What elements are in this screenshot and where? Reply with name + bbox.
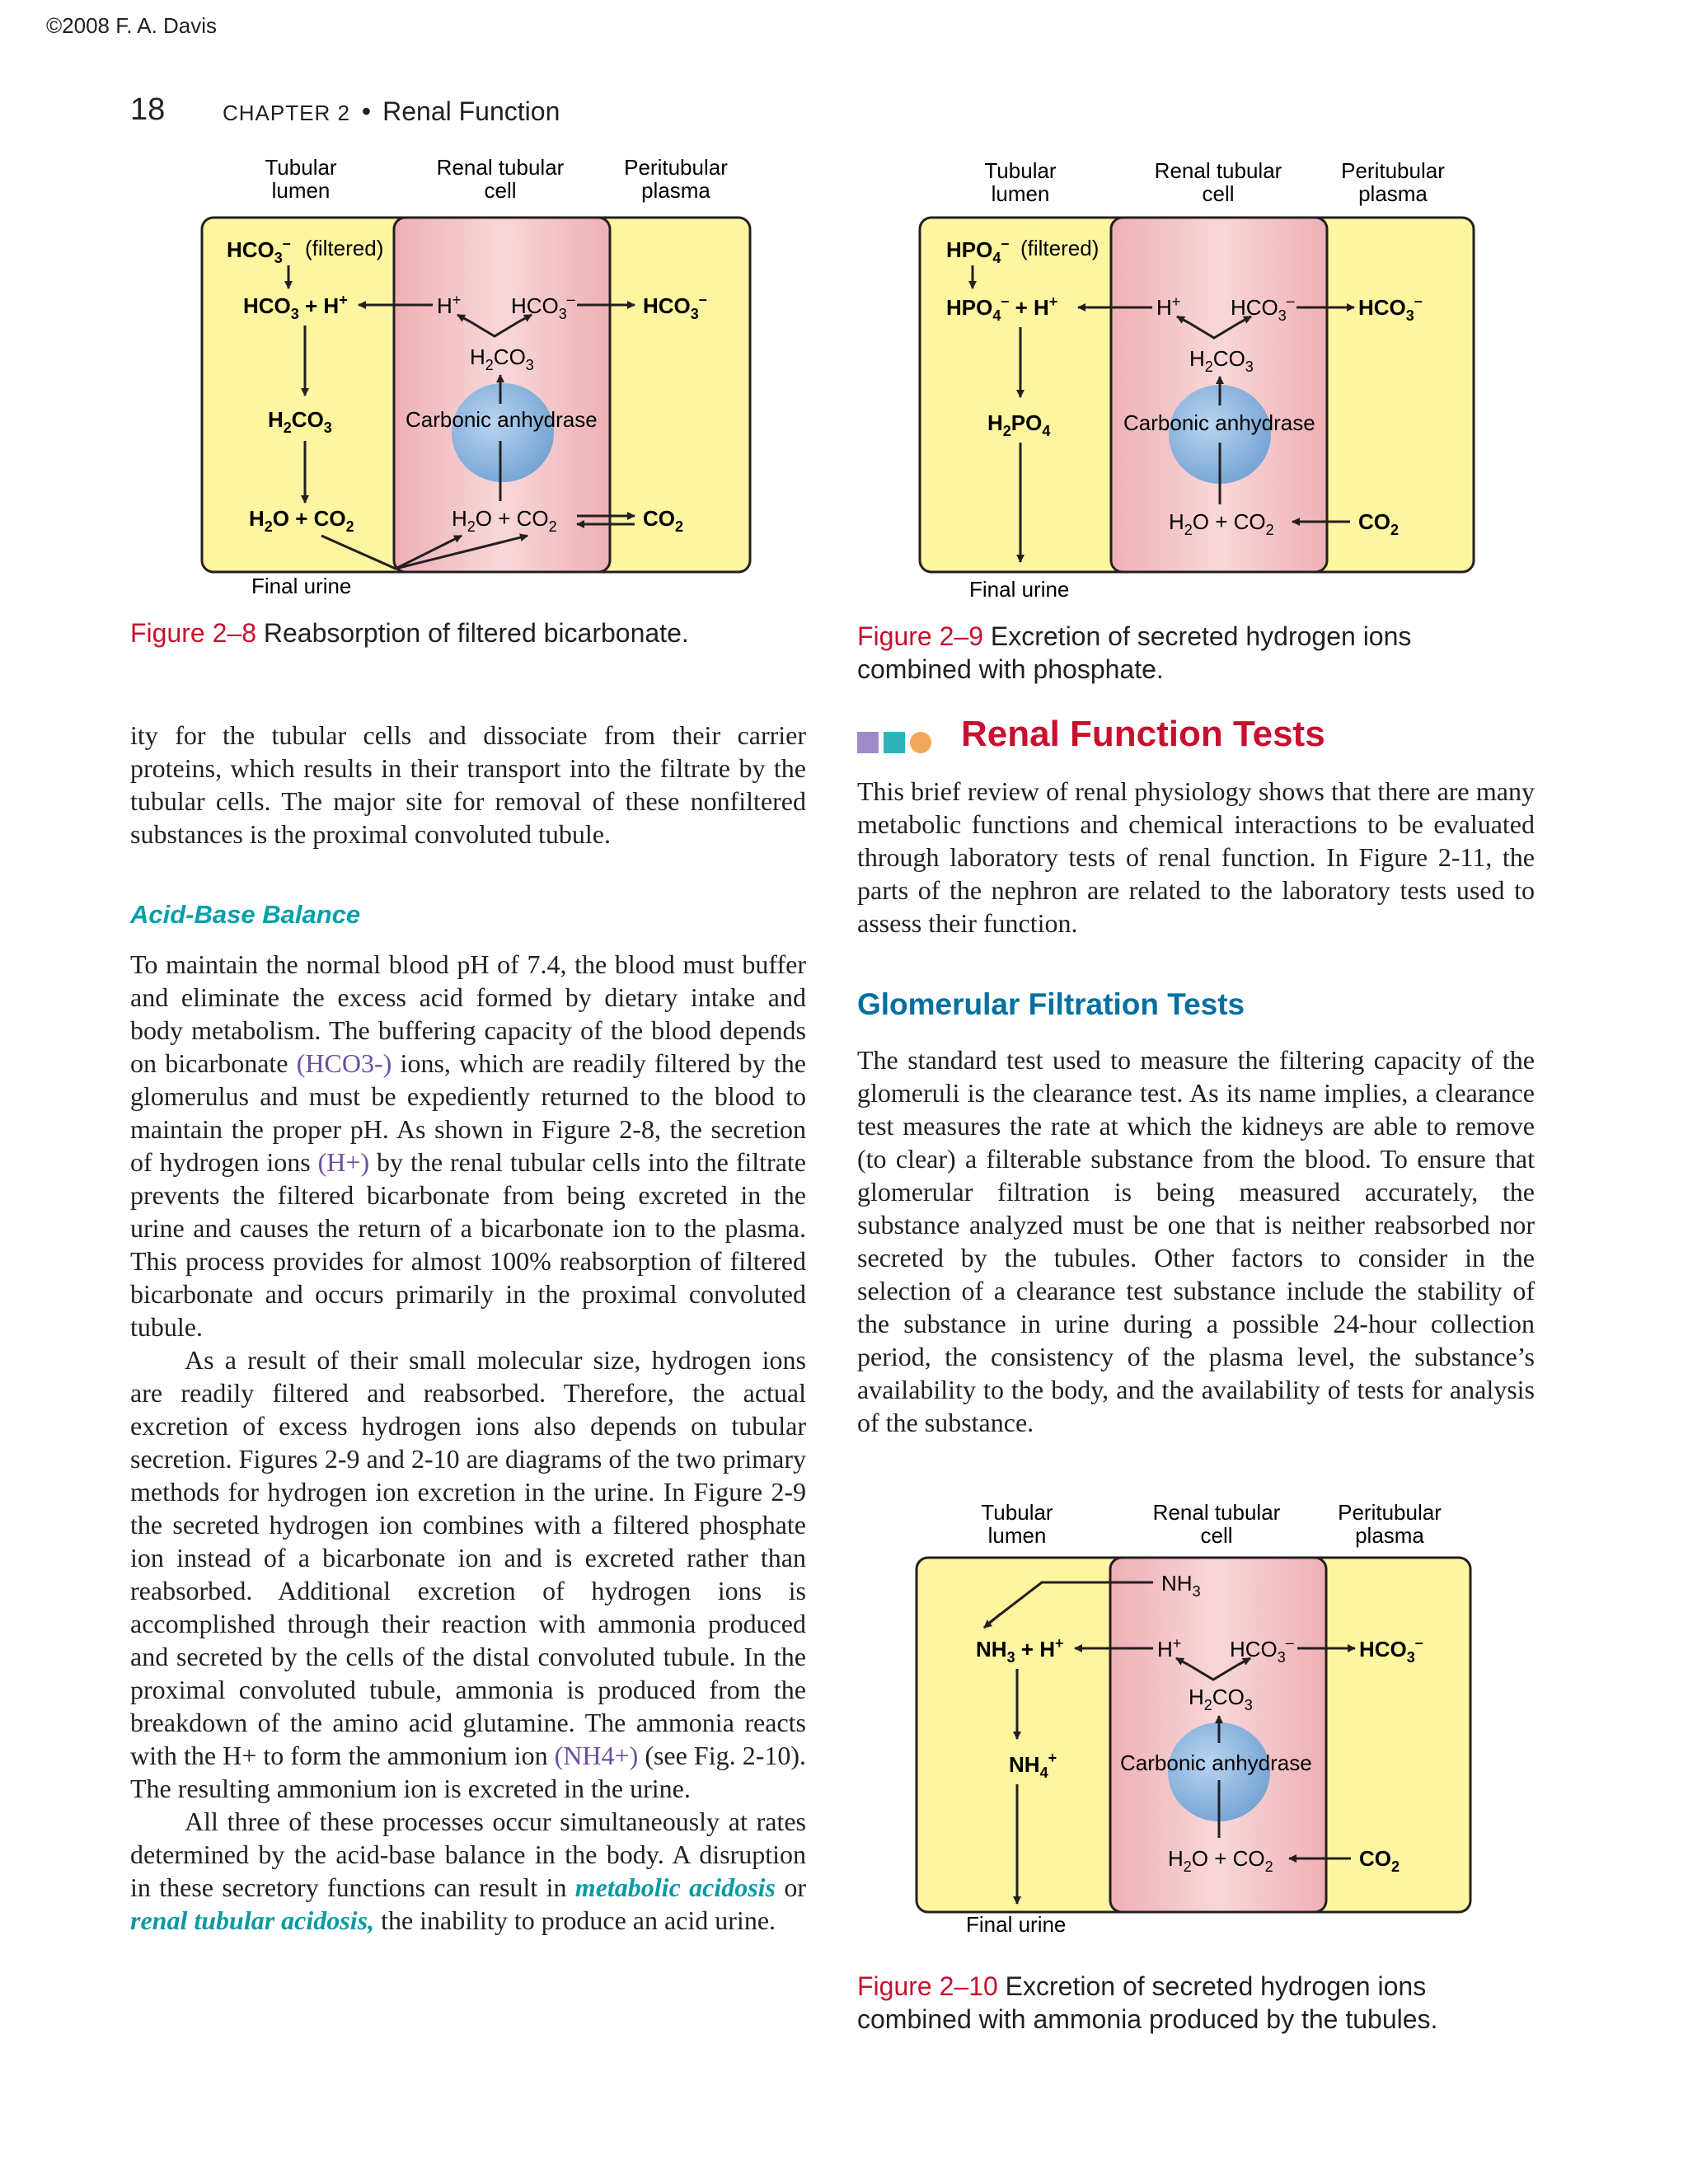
svg-text:H2O + CO2: $H_2O + CO_2$ — [249, 506, 354, 535]
p2-text-a: As a result of their small molecular size, hydrogen ions are readily filtered and reabsorbed. Therefore, the actual excretion of excess hydrogen ions also depends on tubular secretion. Figures 2-9 and 2-10 are diagrams of the two primary methods for hydrogen ion excretion in the urine. In Figure 2-9 the secreted hydrogen ion combines with a filtered phosphate ion instead of a bicarbonate ion and is excreted rather than reabsorbed. Additional excretion of hydrogen ions is accomplished through their reaction with ammonia produced and secreted by the cells of the distal convoluted tubule. In the proximal convoluted tubule, ammonia is produced from the breakdown of the amino acid glutamine. The ammonia reacts with the H+ to form the ammonium ion — [130, 1345, 806, 1770]
carbonic-anhydrase-label: Carbonic anhydrase — [1123, 410, 1315, 435]
col-header-plasma-2: plasma — [1358, 181, 1428, 206]
svg-text:HCO3 + H+: $HCO_3 + H^+$ — [243, 292, 348, 322]
svg-text:CO2: $CO_2$ — [1358, 509, 1400, 538]
col-header-lumen: Tubular — [981, 1500, 1053, 1525]
glomerular-filtration-heading: Glomerular Filtration Tests — [857, 987, 1245, 1021]
rft-text: This brief review of renal physiology shows that there are many metabolic functions and chemical interactions to be evaluated through laboratory tests of renal function. In Figure 2-11, the parts of the nephron are related to the laboratory tests used to assess their function. — [857, 776, 1535, 938]
svg-text:H2O + CO2: $H_2O + CO_2$ — [1169, 509, 1274, 538]
col-header-cell: Renal tubular — [1154, 158, 1282, 183]
paragraph-2 — [130, 1343, 806, 1805]
chem-ammonium: (NH4+) — [554, 1741, 639, 1770]
svg-text:NH4+: $NH_4^+$ — [1009, 1750, 1057, 1781]
carbonic-anhydrase-label: Carbonic anhydrase — [1120, 1750, 1312, 1775]
figure-label: Figure 2–10 — [857, 1971, 998, 2001]
p3-text-a: All three of these processes occur simultaneously at rates determined by the acid-base balance in the body. A disruption in these secretory functions can result in — [130, 1807, 806, 1902]
col-header-lumen-2: lumen — [987, 1523, 1047, 1548]
svg-text:HCO3–: $HCO_3^-$ — [1359, 1634, 1423, 1666]
copyright: ©2008 F. A. Davis — [46, 13, 218, 38]
p1-text-c: by the renal tubular cells into the filtrate prevents the filtered bicarbonate from being excreted in the urine and causes the return of a bicarbonate ion to the plasma. This process provides for almost 100% reabsorption of filtered bicarbonate and occurs primarily in the proximal convoluted tubule. — [130, 1147, 807, 1342]
intro-paragraph — [130, 719, 806, 851]
figure-label: Figure 2–9 — [857, 621, 983, 651]
figure-2-10 — [910, 1500, 1487, 1937]
final-urine-label: Final urine — [966, 1912, 1067, 1937]
figure-label: Figure 2–8 — [130, 618, 256, 648]
col-header-cell: Renal tubular — [1152, 1500, 1281, 1525]
svg-text:CO2: $CO_2$ — [643, 506, 684, 535]
caption-text: Reabsorption of filtered bicarbonate. — [263, 618, 689, 648]
col-header-lumen-2: lumen — [991, 181, 1050, 206]
heading-bullet-square — [857, 732, 879, 753]
figure-2-8 — [190, 157, 767, 602]
figure-2-10-caption — [857, 1970, 1533, 2036]
svg-text:H+: H+ — [1157, 1635, 1182, 1661]
p1-text-a: To maintain the normal blood pH of 7.4, the blood must buffer and eliminate the excess acid formed by dietary intake and body metabolism. The buffering capacity of the blood depends on bicarbonate — [130, 949, 806, 1078]
svg-text:H2PO4: $H_2PO_4$ — [987, 410, 1051, 439]
svg-text:HPO4– + H+: $HPO_4^- + H^+$ — [946, 293, 1058, 324]
rft-paragraph — [857, 775, 1535, 940]
col-header-cell-2: cell — [1202, 181, 1235, 206]
col-header-plasma: Peritubular — [624, 157, 728, 180]
page-number: 18 — [130, 92, 166, 127]
col-header-cell-2: cell — [484, 178, 517, 203]
figure-2-9 — [913, 158, 1490, 603]
p3-text-mid: or — [776, 1872, 806, 1902]
chapter-title: Renal Function — [382, 96, 560, 126]
paragraph-3 — [130, 1805, 806, 1937]
col-header-plasma: Peritubular — [1341, 158, 1445, 183]
svg-text:CO2: $CO_2$ — [1359, 1846, 1400, 1875]
col-header-cell-2: cell — [1200, 1523, 1233, 1548]
term-metabolic-acidosis: metabolic acidosis — [574, 1872, 776, 1902]
col-header-plasma-2: plasma — [1355, 1523, 1424, 1548]
col-header-lumen: Tubular — [984, 158, 1057, 183]
chem-hydrogen: (H+) — [317, 1147, 370, 1177]
svg-text:HPO4–: $HPO_4^-$ — [946, 235, 1010, 266]
heading-bullet-square — [884, 732, 905, 753]
filtered-label: (filtered) — [305, 236, 384, 260]
figure-2-9-caption — [857, 620, 1533, 686]
final-urine-label: Final urine — [969, 577, 1070, 602]
gft-paragraph — [857, 1043, 1535, 1439]
caption-text: Excretion of secreted hydrogen ions combined with ammonia produced by the tubules. — [857, 1971, 1438, 2034]
chapter-label: CHAPTER 2 — [223, 101, 350, 125]
caption-text: Excretion of secreted hydrogen ions combined with phosphate. — [857, 621, 1412, 684]
p2-text-b: (see Fig. 2-10). The resulting ammonium ion is excreted in the urine. — [130, 1741, 807, 1803]
svg-text:NH3 + H+: $NH_3 + H^+$ — [976, 1635, 1064, 1666]
col-header-cell: Renal tubular — [436, 157, 565, 180]
p1-text-b: ions, which are readily filtered by the glomerulus and must be expediently returned to the blood to maintain the proper pH. As shown in Figure 2-8, the secretion of hydrogen ions — [130, 1048, 807, 1177]
heading-bullet-circle — [910, 732, 931, 753]
figure-2-8-caption — [130, 616, 790, 649]
col-header-plasma-2: plasma — [641, 178, 710, 203]
svg-text:H2O + CO2: $H_2O + CO_2$ — [452, 506, 557, 535]
col-header-lumen-2: lumen — [271, 178, 331, 203]
svg-text:HCO3–: $HCO_3^-$ — [1358, 293, 1423, 324]
paragraph-1 — [130, 948, 806, 1343]
gft-text: The standard test used to measure the filtering capacity of the glomeruli is the clearance test. As its name implies, a clearance test measures the rate at which the kidneys are able to remove (to clear) a filterable substance from the blood. To ensure that glomerular filtration is being measured accurately, the substance analyzed must be one that is neither reabsorbed nor secreted by the tubules. Other factors to consider in the selection of a clearance test substance include the stability of the substance in urine during a possible 24-hour collection period, the consistency of the plasma level, the substance’s availability to the body, and the availability of tests for analysis of the substance. — [857, 1045, 1535, 1437]
renal-function-tests-heading: Renal Function Tests — [961, 714, 1325, 754]
svg-text:H2CO3: $H_2CO_3$ — [1189, 346, 1254, 375]
svg-text:HCO3–: $HCO_3^-$ — [227, 235, 291, 266]
svg-text:HCO3–: $HCO_3^-$ — [643, 291, 707, 322]
p3-text-b: the inability to produce an acid urine. — [374, 1905, 776, 1935]
acid-base-body — [130, 948, 806, 1937]
term-renal-tubular-acidosis: renal tubular acidosis, — [130, 1905, 375, 1935]
svg-text:H2O + CO2: $H_2O + CO_2$ — [1168, 1846, 1273, 1875]
svg-text:H+: H+ — [1156, 293, 1181, 320]
svg-text:HCO3–: $HCO_3^-$ — [1231, 293, 1295, 324]
final-urine-label: Final urine — [251, 574, 352, 598]
chem-bicarbonate: (HCO3-) — [296, 1048, 392, 1078]
enzyme-icon — [452, 383, 554, 482]
acid-base-subhead: Acid-Base Balance — [130, 900, 361, 929]
svg-text:HCO3–: $HCO_3^-$ — [511, 291, 575, 322]
intro-text: ity for the tubular cells and dissociate from their carrier proteins, which results in their transport into the filtrate by the tubular cells. The major site for removal of these nonfiltered substances is the proximal convoluted tubule. — [130, 720, 806, 849]
svg-text:HCO3–: $HCO_3^-$ — [1230, 1634, 1294, 1666]
col-header-lumen: Tubular — [265, 157, 337, 180]
svg-text:H+: H+ — [437, 292, 462, 318]
svg-text:H2CO3: $H_2CO_3$ — [1189, 1685, 1253, 1713]
col-header-plasma: Peritubular — [1338, 1500, 1442, 1525]
carbonic-anhydrase-label: Carbonic anhydrase — [406, 407, 598, 432]
svg-text:NH3: $NH_3$ — [1161, 1571, 1201, 1600]
filtered-label: (filtered) — [1020, 236, 1100, 260]
svg-text:H2CO3: $H_2CO_3$ — [470, 344, 534, 373]
running-head: CHAPTER 2 • Renal Function — [223, 96, 560, 126]
svg-text:H2CO3: $H_2CO_3$ — [268, 407, 332, 436]
